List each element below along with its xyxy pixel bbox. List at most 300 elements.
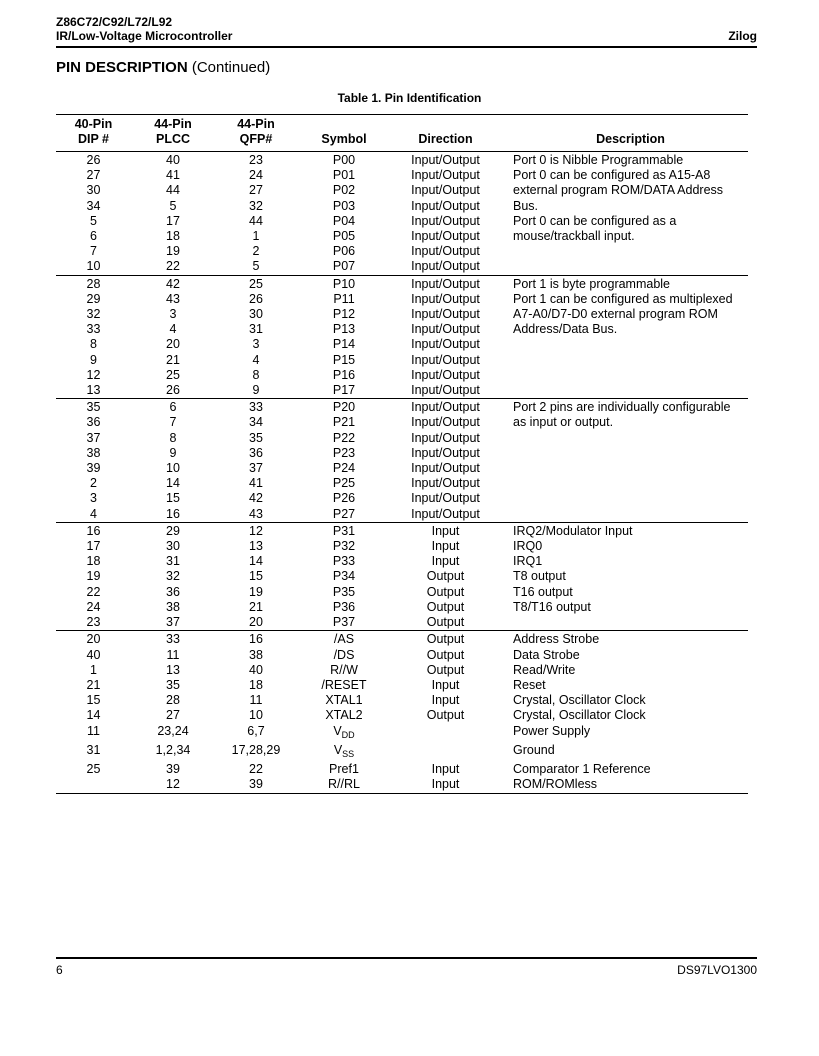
cell-plcc-pin: 13 [166,662,180,677]
cell-direction: Input/Output [411,337,480,352]
table-row [56,522,748,539]
cell-symbol: P06 [332,244,356,259]
cell-description: Bus. [513,198,539,213]
cell-plcc-pin: 8 [169,430,177,445]
table-row [56,353,748,368]
cell-direction: Output [426,569,465,584]
cell-symbol: P10 [297,275,391,292]
cell-qfp-pin: 30 [249,307,263,322]
cell-dip-pin: 19 [86,569,101,584]
cell-description: Reset [513,677,546,692]
cell-symbol: P14 [332,337,356,352]
cell-plcc-pin: 37 [166,615,180,630]
cell-symbol: P17 [332,383,356,398]
cell-plcc-pin: 14 [166,476,180,491]
cell-description [500,353,748,368]
cell-description [500,507,748,523]
cell-symbol: P16 [332,367,356,382]
table-row [56,539,748,554]
cell-qfp-pin: 12 [215,522,297,539]
table-row [56,199,748,214]
table-row [56,446,748,461]
table-row [56,337,748,352]
symbol-subscript: DD [341,729,355,740]
cell-plcc-pin: 23,24 [157,723,189,738]
cell-description: IRQ0 [513,539,543,554]
col-header-qfp-line2: QFP# [239,132,273,146]
cell-symbol [297,743,391,762]
cell-dip-pin: 33 [86,322,101,337]
col-header-symbol: Symbol [297,115,391,152]
cell-qfp-pin: 11 [249,693,263,708]
cell-qfp-pin: 21 [249,599,263,614]
table-row [56,168,748,183]
cell-qfp-pin: 18 [249,677,263,692]
cell-description [500,615,748,631]
cell-plcc-pin: 38 [166,599,180,614]
col-header-plcc-line2: PLCC [155,132,191,146]
cell-dip-pin: 39 [86,461,101,476]
cell-dip-pin: 30 [86,183,101,198]
cell-symbol: /RESET [321,677,367,692]
cell-direction: Input [431,539,460,554]
cell-dip-pin: 18 [86,554,101,569]
brand-name: Zilog [728,29,757,43]
col-header-direction: Direction [391,115,500,152]
cell-description [500,491,748,506]
col-header-plcc [131,115,215,152]
cell-qfp-pin: 43 [249,506,263,521]
cell-description: Port 0 can be configured as a [513,213,677,228]
cell-direction: Input/Output [411,430,480,445]
table-row [56,214,748,229]
cell-direction [391,724,500,743]
cell-dip-pin: 9 [90,352,97,367]
cell-dip-pin: 22 [86,584,101,599]
table-row [56,743,748,762]
cell-description [500,446,748,461]
cell-plcc-pin: 32 [166,569,180,584]
table-row [56,244,748,259]
cell-symbol: P05 [332,229,356,244]
table-row [56,399,748,416]
cell-symbol: P31 [297,522,391,539]
cell-qfp-pin: 13 [249,539,263,554]
cell-plcc-pin: 11 [166,647,180,662]
cell-description: IRQ1 [513,554,543,569]
cell-plcc-pin: 20 [166,337,180,352]
cell-symbol: P24 [332,461,356,476]
col-header-dip [56,115,131,152]
col-header-dip-line1: 40-Pin [74,117,113,131]
table-row [56,259,748,275]
cell-plcc-pin: 27 [166,708,180,723]
cell-description: Address Strobe [500,631,748,648]
cell-qfp-pin: 25 [215,275,297,292]
cell-qfp-pin: 16 [215,631,297,648]
col-header-qfp-line1: 44-Pin [237,117,275,131]
cell-description [500,383,748,399]
cell-direction: Input/Output [411,383,480,398]
col-header-description: Description [500,115,748,152]
symbol-main: V [333,723,342,738]
cell-direction: Input/Output [411,322,480,337]
cell-direction: Input [431,554,460,569]
cell-qfp-pin: 26 [249,291,263,306]
cell-symbol: P35 [332,584,356,599]
cell-qfp-pin: 36 [249,445,263,460]
part-numbers: Z86C72/C92/L72/L92 [56,15,173,29]
cell-qfp-pin: 8 [252,367,260,382]
cell-plcc-pin: 18 [166,229,180,244]
cell-plcc-pin: 15 [166,491,180,506]
cell-description [500,431,748,446]
cell-description: Port 0 is Nibble Programmable [500,152,748,169]
cell-description [500,259,748,275]
table-row [56,476,748,491]
cell-description: as input or output. [513,415,614,430]
cell-dip-pin: 21 [86,677,101,692]
cell-plcc-pin: 19 [166,244,180,259]
cell-direction: Input/Output [411,198,480,213]
cell-qfp-pin: 44 [249,213,263,228]
cell-qfp-pin: 9 [252,383,260,398]
cell-plcc-pin: 7 [169,415,177,430]
cell-dip-pin: 11 [87,723,100,738]
cell-direction: Input/Output [411,445,480,460]
cell-direction: Input [431,761,460,776]
table-row [56,431,748,446]
section-title-main: PIN DESCRIPTION [56,59,188,76]
cell-dip-pin: 16 [56,522,131,539]
cell-description: Address/Data Bus. [513,322,618,337]
cell-dip-pin: 31 [86,742,101,757]
cell-dip-pin: 17 [86,539,101,554]
cell-qfp-pin: 6,7 [247,723,265,738]
cell-direction: Input/Output [411,291,480,306]
cell-description: external program ROM/DATA Address [513,183,724,198]
cell-plcc-pin: 9 [169,445,177,460]
cell-symbol: P36 [332,599,356,614]
cell-plcc-pin: 29 [131,522,215,539]
cell-symbol: XTAL1 [325,693,363,708]
table-header-row [56,115,748,152]
cell-plcc-pin: 44 [166,183,180,198]
cell-qfp-pin: 3 [252,337,260,352]
cell-symbol: P25 [332,476,356,491]
cell-dip-pin: 13 [86,383,101,398]
cell-direction: Input/Output [411,259,480,274]
cell-symbol: P07 [332,259,356,274]
cell-direction: Input/Output [391,399,500,416]
cell-dip-pin: 38 [86,445,101,460]
table-row [56,678,748,693]
cell-plcc-pin: 39 [166,761,180,776]
cell-symbol: P22 [332,430,356,445]
cell-symbol: P34 [332,569,356,584]
cell-qfp-pin: 40 [249,662,263,677]
cell-direction: Input/Output [411,229,480,244]
cell-qfp-pin: 34 [249,415,263,430]
cell-description: T8 output [513,569,566,584]
cell-qfp-pin: 31 [249,322,263,337]
cell-qfp-pin: 4 [252,352,260,367]
cell-dip-pin: 20 [56,631,131,648]
cell-dip-pin: 35 [56,399,131,416]
cell-dip-pin: 40 [86,647,101,662]
cell-description: Ground [513,742,555,757]
cell-symbol: P12 [332,307,356,322]
cell-dip-pin: 10 [86,259,101,274]
cell-description: Crystal, Oscillator Clock [513,708,646,723]
table-row [56,693,748,708]
cell-qfp-pin: 32 [249,198,263,213]
cell-symbol: P03 [332,198,356,213]
cell-dip-pin: 24 [86,599,101,614]
cell-direction: Input/Output [411,244,480,259]
cell-qfp-pin: 35 [249,430,263,445]
cell-symbol: P01 [332,168,356,183]
cell-symbol: /DS [333,647,355,662]
cell-dip-pin: 2 [90,476,97,491]
cell-description: Port 0 can be configured as A15-A8 [513,168,711,183]
cell-dip-pin: 4 [90,506,97,521]
cell-symbol: P00 [297,152,391,169]
table-row [56,491,748,506]
table-row [56,152,748,169]
cell-description: T16 output [513,584,573,599]
cell-direction: Input/Output [411,491,480,506]
cell-plcc-pin: 21 [166,352,180,367]
page-number: 6 [56,963,63,977]
cell-dip-pin: 15 [86,693,101,708]
cell-plcc-pin: 25 [166,367,180,382]
cell-direction: Output [426,662,465,677]
table-row [56,322,748,337]
cell-direction: Output [391,631,500,648]
cell-dip-pin: 26 [56,152,131,169]
cell-qfp-pin: 15 [249,569,263,584]
cell-description [500,337,748,352]
cell-symbol: P27 [332,506,356,521]
cell-description: mouse/trackball input. [513,229,635,244]
cell-direction: Input/Output [411,168,480,183]
cell-qfp-pin: 14 [249,554,263,569]
cell-dip-pin: 29 [86,291,101,306]
cell-plcc-pin: 41 [166,168,180,183]
table-row [56,183,748,198]
cell-direction: Input/Output [411,213,480,228]
table-row [56,569,748,584]
table-row [56,585,748,600]
cell-qfp-pin: 5 [252,259,260,274]
cell-qfp-pin: 2 [252,244,260,259]
table-row [56,708,748,723]
cell-plcc-pin: 16 [166,506,180,521]
symbol-subscript: SS [342,748,355,759]
table-row [56,663,748,678]
symbol-main: V [333,742,343,757]
cell-dip-pin: 28 [56,275,131,292]
cell-description [500,476,748,491]
cell-dip-pin: 14 [86,708,101,723]
cell-plcc-pin: 6 [131,399,215,416]
cell-qfp-pin: 39 [215,777,297,794]
cell-plcc-pin: 3 [169,307,177,322]
table-body [56,152,748,794]
section-title-suffix: (Continued) [187,59,271,76]
table-row [56,648,748,663]
cell-qfp-pin: 20 [249,615,263,630]
col-header-plcc-line1: 44-Pin [154,117,192,131]
table-row [56,292,748,307]
cell-plcc-pin: 30 [166,539,180,554]
cell-plcc-pin: 43 [166,291,180,306]
cell-direction: Output [426,584,465,599]
cell-dip-pin: 36 [86,415,101,430]
cell-direction: Input/Output [411,352,480,367]
cell-direction: Input/Output [411,415,480,430]
cell-direction: Input/Output [411,367,480,382]
cell-dip-pin: 23 [86,615,101,630]
table-row [56,600,748,615]
cell-symbol: XTAL2 [325,708,363,723]
cell-qfp-pin: 42 [249,491,263,506]
cell-symbol: P37 [332,615,356,630]
cell-symbol: R//W [330,662,358,677]
table-row [56,724,748,743]
cell-plcc-pin: 31 [166,554,180,569]
cell-direction: Input/Output [391,275,500,292]
cell-qfp-pin: 41 [249,476,263,491]
cell-direction: Output [426,615,465,630]
cell-dip-pin: 27 [86,168,101,183]
cell-symbol: P23 [332,445,356,460]
table-row [56,507,748,523]
document-id: DS97LVO1300 [677,963,757,977]
cell-plcc-pin: 26 [166,383,180,398]
cell-dip-pin: 32 [86,307,101,322]
cell-plcc-pin: 36 [166,584,180,599]
cell-qfp-pin: 1 [252,229,260,244]
cell-direction: Output [426,708,465,723]
cell-dip-pin: 37 [86,430,101,445]
cell-qfp-pin: 37 [249,461,263,476]
table-row [56,631,748,648]
table-row [56,275,748,292]
cell-dip-pin: 12 [86,367,101,382]
cell-plcc-pin: 5 [169,198,177,213]
table-row [56,554,748,569]
cell-symbol: P20 [297,399,391,416]
cell-plcc-pin: 17 [166,213,180,228]
cell-description: IRQ2/Modulator Input [500,522,748,539]
cell-symbol: Pref1 [329,761,359,776]
cell-direction: Output [426,599,465,614]
cell-direction: Input/Output [411,307,480,322]
cell-description: Crystal, Oscillator Clock [513,693,646,708]
cell-dip-pin: 8 [90,337,97,352]
table-row [56,762,748,777]
cell-plcc-pin: 22 [166,259,180,274]
cell-description [500,244,748,259]
col-header-qfp [215,115,297,152]
cell-plcc-pin: 40 [131,152,215,169]
cell-qfp-pin: 33 [215,399,297,416]
cell-direction: Output [426,647,465,662]
cell-description: Data Strobe [513,647,580,662]
cell-symbol: P32 [332,539,356,554]
cell-plcc-pin: 28 [166,693,180,708]
cell-symbol: P26 [332,491,356,506]
cell-description: Port 1 can be configured as multiplexed [513,291,733,306]
cell-qfp-pin: 19 [249,584,263,599]
cell-plcc-pin: 1,2,34 [155,742,191,757]
section-title [56,59,270,76]
cell-plcc-pin: 10 [166,461,180,476]
table-row [56,383,748,399]
cell-description [500,461,748,476]
cell-symbol: P13 [332,322,356,337]
cell-description: Comparator 1 Reference [513,761,651,776]
cell-symbol: P04 [332,213,356,228]
pin-identification-table [56,114,748,794]
cell-description: ROM/ROMless [500,777,748,794]
cell-qfp-pin: 23 [215,152,297,169]
table-row [56,307,748,322]
cell-direction: Input/Output [411,461,480,476]
table-caption: Table 1. Pin Identification [337,91,482,105]
cell-qfp-pin: 10 [249,708,263,723]
cell-symbol: P15 [332,352,356,367]
cell-qfp-pin: 17,28,29 [231,742,281,757]
table-row [56,777,748,794]
cell-qfp-pin: 22 [249,761,263,776]
cell-dip-pin: 6 [90,229,97,244]
cell-symbol: P11 [333,291,355,306]
cell-direction: Input/Output [411,506,480,521]
cell-description [500,368,748,383]
cell-description: Power Supply [513,723,591,738]
cell-direction: Input [431,677,460,692]
cell-plcc-pin: 33 [131,631,215,648]
table-row [56,229,748,244]
cell-symbol: /AS [297,631,391,648]
cell-description: Port 1 is byte programmable [500,275,748,292]
table-row [56,368,748,383]
footer-rule [56,957,757,959]
cell-description: Read/Write [513,662,576,677]
cell-dip-pin: 1 [90,662,97,677]
cell-dip-pin: 34 [86,198,101,213]
document-subtitle: IR/Low-Voltage Microcontroller [56,29,233,43]
cell-qfp-pin: 27 [249,183,263,198]
cell-dip-pin: 3 [90,491,97,506]
cell-dip-pin: 7 [90,244,97,259]
cell-direction: Input [391,522,500,539]
cell-symbol: P21 [332,415,356,430]
cell-plcc-pin: 4 [169,322,177,337]
cell-direction [391,743,500,762]
cell-description: A7-A0/D7-D0 external program ROM [513,307,718,322]
cell-qfp-pin: 24 [249,168,263,183]
cell-symbol: R//RL [297,777,391,794]
cell-qfp-pin: 38 [249,647,263,662]
cell-description: Port 2 pins are individually configurable [500,399,748,416]
cell-plcc-pin: 12 [131,777,215,794]
col-header-dip-line2: DIP # [77,132,110,146]
table-row [56,461,748,476]
